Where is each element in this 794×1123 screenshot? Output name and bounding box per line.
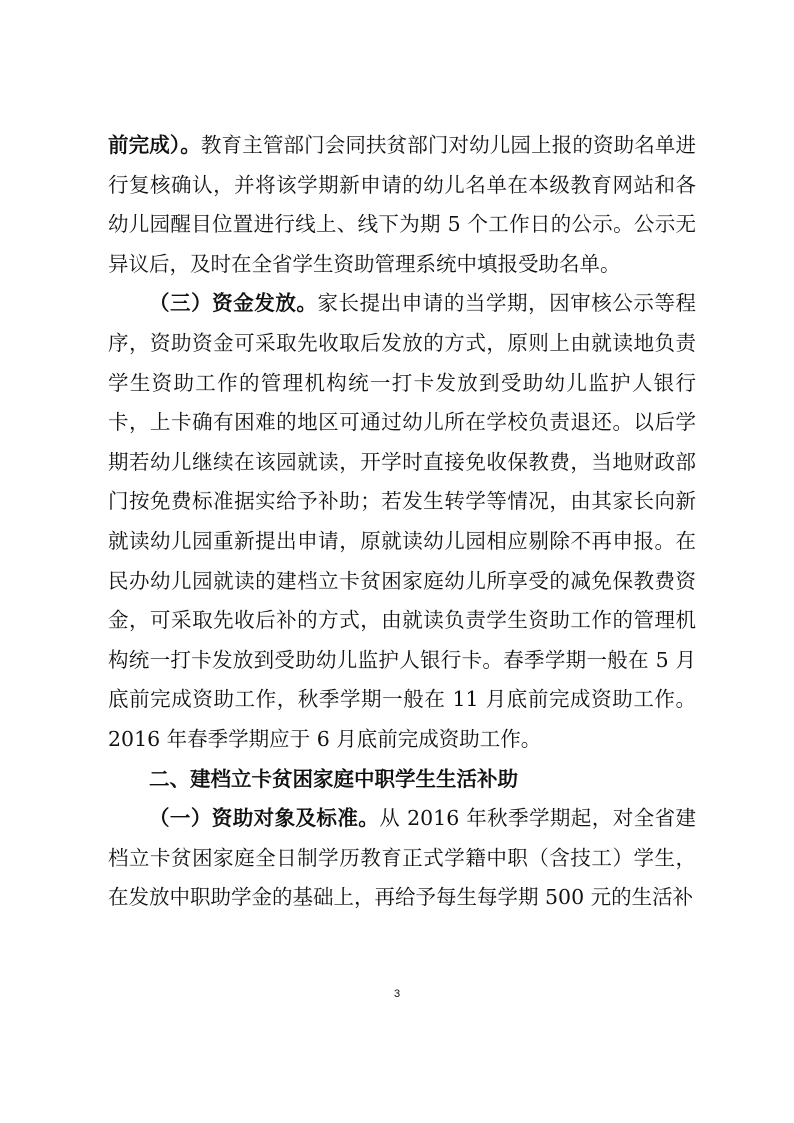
bold-lead-text: 前完成）。 — [108, 133, 201, 157]
paragraph-text: 教育主管部门会同扶贫部门对幼儿园上报的资助名单进行复核确认，并将该学期新申请的幼儿名单在本级教育网站和各幼儿园醒目位置进行线上、线下为期 5 个工作日的公示。公示无异议后，及时在全省学生资助管理系统中填报受助名单。 — [108, 133, 697, 276]
paragraph-text: 家长提出申请的当学期，因审核公示等程序，资助资金可采取先收取后发放的方式，原则上由就读地负责学生资助工作的管理机构统一打卡发放到受助幼儿监护人银行卡，上卡确有困难的地区可通过幼儿所在学校负责退还。以后学期若幼儿继续在该园就读，开学时直接免收保教费，当地财政部门按免费标准据实给予补助；若发生转学等情况，由其家长向新就读幼儿园重新提出申请，原就读幼儿园相应剔除不再申报。在民办幼儿园就读的建档立卡贫困家庭幼儿所享受的减免保教费资金，可采取先收后补的方式，由就读负责学生资助工作的管理机构统一打卡发放到受助幼儿监护人银行卡。春季学期一般在 5 月底前完成资助工作，秋季学期一般在 11 月底前完成资助工作。2016 年春季学期应于 6 月底前完成资助工作。 — [108, 291, 697, 751]
paragraph-fund-distribution — [108, 284, 696, 759]
page-number: 3 — [393, 988, 401, 1000]
body-text — [108, 126, 696, 918]
section-heading: 二、建档立卡贫困家庭中职学生生活补助 — [149, 766, 518, 791]
bold-lead-text: （三）资金发放。 — [149, 291, 318, 316]
paragraph-subsidy-target — [108, 799, 696, 918]
paragraph-review-publicity — [108, 126, 696, 284]
bold-lead-text: （一）资助对象及标准。 — [149, 806, 380, 831]
paragraph-text: 从 2016 年秋季学期起，对全省建档立卡贫困家庭全日制学历教育正式学籍中职（含技工）学生，在发放中职助学金的基础上，再给予每生每学期 500 元的生活补 — [108, 806, 696, 910]
